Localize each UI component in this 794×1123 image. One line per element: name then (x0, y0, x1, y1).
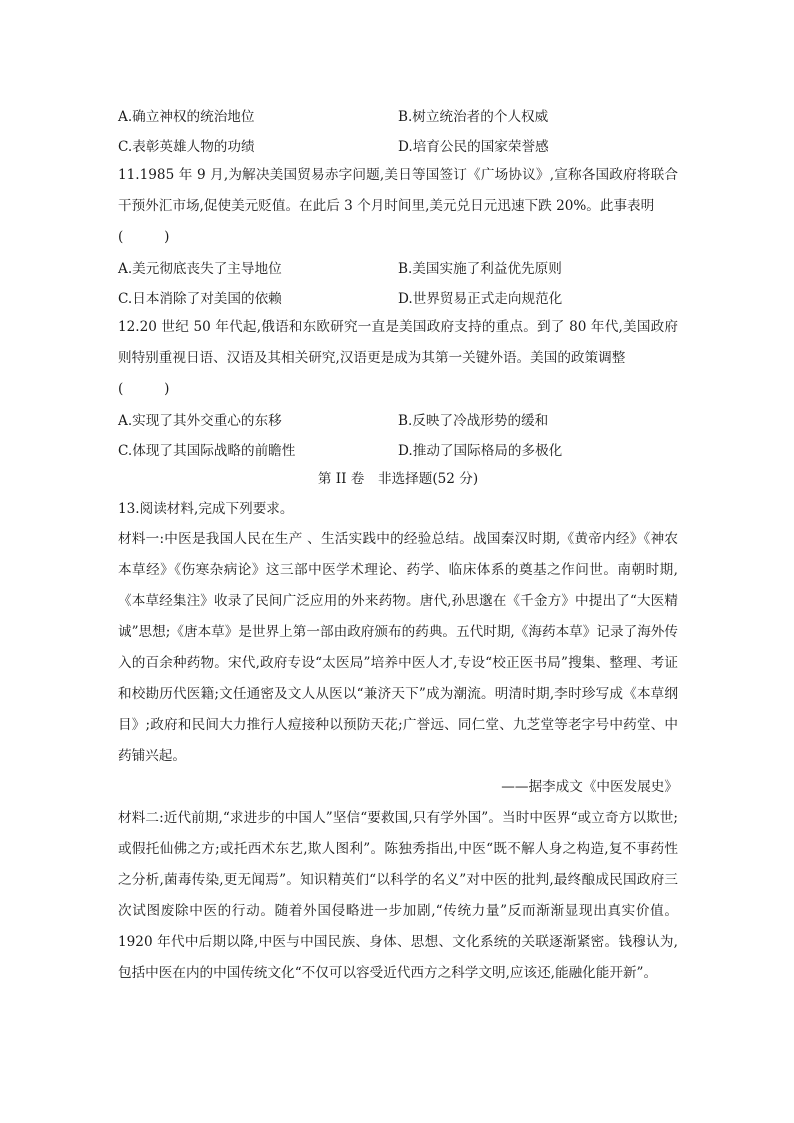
q10-options-row-1 (118, 100, 678, 130)
q12-options-row-1 (118, 404, 678, 434)
exam-page (118, 100, 678, 989)
q12-answer-blank: ( ) (118, 381, 170, 397)
q11-option-c[interactable]: C.日本消除了对美国的依赖 (118, 291, 282, 307)
q13-material-1: 材料一:中医是我国人民在生产 、生活实践中的经验总结。战国秦汉时期,《黄帝内经》《神农本草经》《伤寒杂病论》这三部中医学术理论、药学、临床体系的奠基之作问世。南朝时期,《本草经集注》收录了民间广泛应用的外来药物。唐代,孙思邈在《千金方》中提出了“大医精诚”思想;《唐本草》是世界上第一部由政府颁布的药典。五代时期,《海药本草》记录了海外传入的百余种药物。宋代,政府专设“太医局”培养中医人才,专设“校正医书局”搜集、整理、考证和校勘历代医籍;文任通密及文人从医以“兼济天下”成为潮流。明清时期,李时珍写成《本草纲目》;政府和民间大力推行人痘接种以预防天花;广誉远、同仁堂、九芝堂等老字号中药堂、中药铺兴起。 (118, 531, 678, 764)
q11-option-b[interactable]: B.美国实施了利益优先原则 (398, 261, 562, 277)
q12-option-b[interactable]: B.反映了冷战形势的缓和 (398, 413, 549, 429)
q10-options-row-2 (118, 130, 678, 160)
q10-option-a[interactable]: A.确立神权的统治地位 (118, 109, 255, 125)
q12-option-c[interactable]: C.体现了其国际战略的前瞻性 (118, 443, 296, 459)
q11-option-a[interactable]: A.美元彻底丧失了主导地位 (118, 261, 282, 277)
q13-material-1-source: ——据李成文《中医发展史》 (501, 779, 678, 795)
q10-option-b[interactable]: B.树立统治者的个人权威 (398, 109, 549, 125)
q12-option-d[interactable]: D.推动了国际格局的多极化 (398, 443, 563, 459)
q11-answer-blank: ( ) (118, 229, 170, 245)
q11-options-row-2 (118, 282, 678, 312)
q12-options-row-2 (118, 434, 678, 464)
section-2-title: 第 II 卷 非选择题(52 分) (317, 471, 479, 487)
q13-material-2: 材料二:近代前期,“求进步的中国人”坚信“要救国,只有学外国”。当时中医界“或立奇方以欺世;或假托仙佛之方;或托西术东艺,欺人图利”。陈独秀指出,中医“既不解人身之构造,复不事药性之分析,菌毒传染,更无闻焉”。知识精英们“以科学的名义”对中医的批判,最终酿成民国政府三次试图废除中医的行动。随着外国侵略进一步加剧,“传统力量”反而渐渐显现出真实价值。1920 年代中后期以降,中医与中国民族、身体、思想、文化系统的关联逐渐紧密。钱穆认为,包括中医在内的中国传统文化“不仅可以容受近代西方之科学文明,应该还,能融化能开新”。 (118, 810, 678, 981)
q10-option-c[interactable]: C.表彰英雄人物的功绩 (118, 139, 255, 155)
q12-stem: 12.20 世纪 50 年代起,俄语和东欧研究一直是美国政府支持的重点。到了 80 年代,美国政府则特别重视日语、汉语及其相关研究,汉语更是成为其第一关键外语。美国的政策调整 (118, 319, 678, 366)
q11-option-d[interactable]: D.世界贸易正式走向规范化 (398, 291, 563, 307)
q12-option-a[interactable]: A.实现了其外交重心的东移 (118, 413, 282, 429)
q13-stem: 13.阅读材料,完成下列要求。 (118, 501, 294, 517)
q10-option-d[interactable]: D.培育公民的国家荣誉感 (398, 139, 549, 155)
q11-options-row-1 (118, 252, 678, 282)
q11-stem: 11.1985 年 9 月,为解决美国贸易赤字问题,美日等国签订《广场协议》,宣称各国政府将联合干预外汇市场,促使美元贬值。在此后 3 个月时间里,美元兑日元迅速下跌 20%。此事表明 (118, 167, 678, 214)
